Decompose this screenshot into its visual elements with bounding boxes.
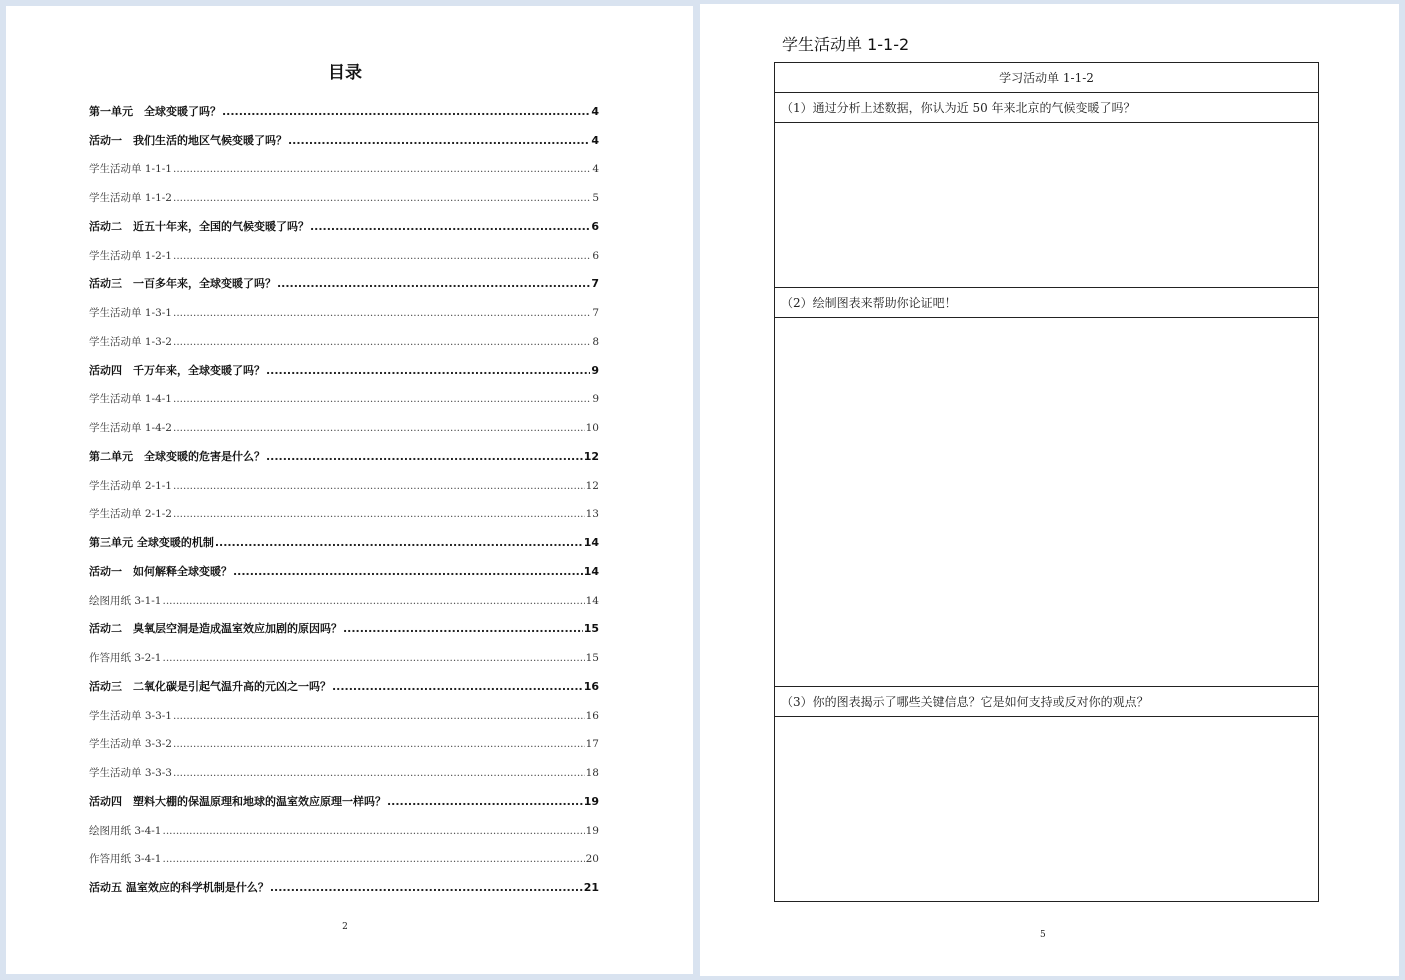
toc-entry-title: 学生活动单 1-2-1 [89,249,172,262]
toc-leader-dots [173,335,591,349]
toc-leader-dots [173,392,591,406]
toc-entry[interactable] [89,291,599,320]
toc-entry-page: 15 [585,652,599,664]
toc-entry[interactable] [89,263,599,292]
toc-entry-title: 学生活动单 1-4-2 [89,422,172,434]
toc-entry[interactable] [89,320,599,349]
toc-entry[interactable] [89,349,599,378]
toc-entry-page: 7 [591,277,599,291]
toc-leader-dots [162,824,584,838]
toc-entry-page: 9 [592,393,599,406]
toc-entry[interactable] [89,493,599,522]
toc-entry-page: 8 [592,335,599,348]
answer-area-3[interactable] [775,718,1318,901]
table-header: 学习活动单 1-1-2 [775,63,1318,93]
activity-table [774,62,1319,902]
toc-entry-title: 学生活动单 1-3-1 [89,307,172,319]
toc-entry-page: 6 [592,249,599,262]
toc-entry-page: 16 [585,709,599,722]
toc-entry-title: 学生活动单 1-4-1 [89,393,172,406]
question-3-label: （3）你的图表揭示了哪些关键信息？它是如何支持或反对你的观点？ [775,687,1318,717]
toc-entry-title: 活动二 臭氧层空洞是造成温室效应加剧的原因吗？ [89,622,342,636]
toc-entry[interactable] [89,176,599,205]
toc-leader-dots [310,220,590,234]
toc-entry-page: 19 [583,794,599,808]
toc-entry[interactable] [89,838,599,867]
toc-entry[interactable] [89,608,599,637]
toc-leader-dots [173,191,591,205]
toc-entry[interactable] [89,665,599,694]
toc-entry-page: 14 [583,536,599,549]
toc-entry-page: 12 [583,449,599,463]
toc-leader-dots [173,421,585,435]
toc-entry-title: 第三单元 全球变暖的机制 [89,536,214,549]
toc-entry-page: 14 [583,564,599,578]
toc-leader-dots [173,737,585,751]
toc-entry-page: 7 [592,307,599,319]
toc-entry[interactable] [89,780,599,809]
toc-title: 目录 [328,63,362,83]
toc-leader-dots [162,651,584,665]
toc-entry[interactable] [89,234,599,263]
toc-entry-page: 17 [585,738,599,751]
toc-entry-page: 20 [585,853,599,866]
toc-entry-page: 16 [583,679,599,693]
toc-entry-page: 9 [591,363,599,377]
toc-entry-page: 14 [585,594,599,607]
toc-leader-dots [288,134,590,148]
toc-entry-page: 21 [583,881,599,894]
toc-entry-page: 18 [585,767,599,779]
toc-leader-dots [270,881,583,895]
toc-leader-dots [173,709,585,723]
toc-entry-title: 活动二 近五十年来，全国的气候变暖了吗？ [89,219,309,233]
toc-leader-dots [332,680,583,694]
toc-entry-title: 学生活动单 3-3-1 [89,709,172,722]
answer-area-1[interactable] [775,124,1318,288]
toc-entry-title: 学生活动单 1-1-1 [89,163,172,176]
toc-entry-title: 学生活动单 1-1-2 [89,192,172,204]
page-number: 5 [1040,930,1046,940]
toc-entry-title: 第二单元 全球变暖的危害是什么？ [89,449,265,463]
toc-entry[interactable] [89,119,599,148]
toc-leader-dots [266,450,583,464]
toc-entry[interactable] [89,723,599,752]
toc-entry[interactable] [89,435,599,464]
toc-leader-dots [173,479,585,493]
toc-entry-page: 4 [591,133,599,147]
toc-entry[interactable] [89,90,599,119]
toc-entry-page: 12 [585,479,599,492]
toc-entry-title: 活动三 一百多年来，全球变暖了吗？ [89,277,276,291]
toc-entry[interactable] [89,579,599,608]
toc-entry[interactable] [89,809,599,838]
toc-leader-dots [162,852,584,866]
toc-entry-title: 学生活动单 2-1-2 [89,508,172,521]
toc-leader-dots [387,795,583,809]
toc-entry-page: 10 [585,422,599,434]
toc-entry[interactable] [89,550,599,579]
toc-entry-page: 4 [592,163,599,176]
toc-entry-title: 活动四 千万年来，全球变暖了吗？ [89,363,265,377]
toc-page [6,6,693,974]
toc-entry-title: 学生活动单 2-1-1 [89,479,172,492]
toc-leader-dots [162,594,584,608]
toc-leader-dots [277,277,590,291]
toc-leader-dots [173,249,591,263]
toc-entry-title: 活动一 我们生活的地区气候变暖了吗？ [89,133,287,147]
toc-entry-page: 19 [585,824,599,837]
toc-entry[interactable] [89,751,599,780]
toc-leader-dots [173,306,591,320]
question-1-label: （1）通过分析上述数据，你认为近 50 年来北京的气候变暖了吗？ [775,93,1318,123]
toc-entry-title: 学生活动单 3-3-3 [89,767,172,779]
toc-leader-dots [266,364,590,378]
toc-entry-title: 学生活动单 1-3-2 [89,335,172,348]
toc-entry[interactable] [89,521,599,550]
toc-entry[interactable] [89,694,599,723]
toc-leader-dots [343,622,583,636]
question-2-label: （2）绘制图表来帮助你论证吧！ [775,288,1318,318]
toc-entry[interactable] [89,205,599,234]
toc-entry[interactable] [89,378,599,407]
toc-entry[interactable] [89,148,599,177]
toc-entry-page: 13 [585,508,599,521]
activity-sheet-page [700,4,1399,976]
toc-entry-title: 作答用纸 3-4-1 [89,853,162,866]
toc-entry-page: 5 [592,192,599,204]
toc-leader-dots [222,105,590,119]
toc-entry-title: 活动四 塑料大棚的保温原理和地球的温室效应原理一样吗？ [89,794,386,808]
page-number: 2 [342,922,348,932]
toc-entry-title: 活动一 如何解释全球变暖？ [89,564,232,578]
toc-entry-title: 活动三 二氧化碳是引起气温升高的元凶之一吗？ [89,679,331,693]
toc-leader-dots [173,162,591,176]
toc-entry[interactable] [89,406,599,435]
toc-entry-page: 6 [591,219,599,233]
toc-leader-dots [173,507,585,521]
sheet-title: 学生活动单 1-1-2 [782,35,910,54]
toc-entry-title: 第一单元 全球变暖了吗？ [89,104,221,118]
toc-entry-title: 活动五 温室效应的科学机制是什么？ [89,881,269,894]
toc-entry-title: 绘图用纸 3-4-1 [89,824,162,837]
toc-entry-page: 15 [583,622,599,636]
toc-entry-page: 4 [591,104,599,118]
toc-leader-dots [173,766,585,780]
answer-area-2[interactable] [775,319,1318,687]
toc-entry[interactable] [89,464,599,493]
toc-entry[interactable] [89,636,599,665]
toc-entry-title: 学生活动单 3-3-2 [89,738,172,751]
toc-entry-title: 绘图用纸 3-1-1 [89,594,162,607]
toc-entry-title: 作答用纸 3-2-1 [89,652,162,664]
toc-list [89,90,599,895]
toc-entry[interactable] [89,866,599,895]
toc-leader-dots [233,565,583,579]
toc-leader-dots [215,536,583,550]
